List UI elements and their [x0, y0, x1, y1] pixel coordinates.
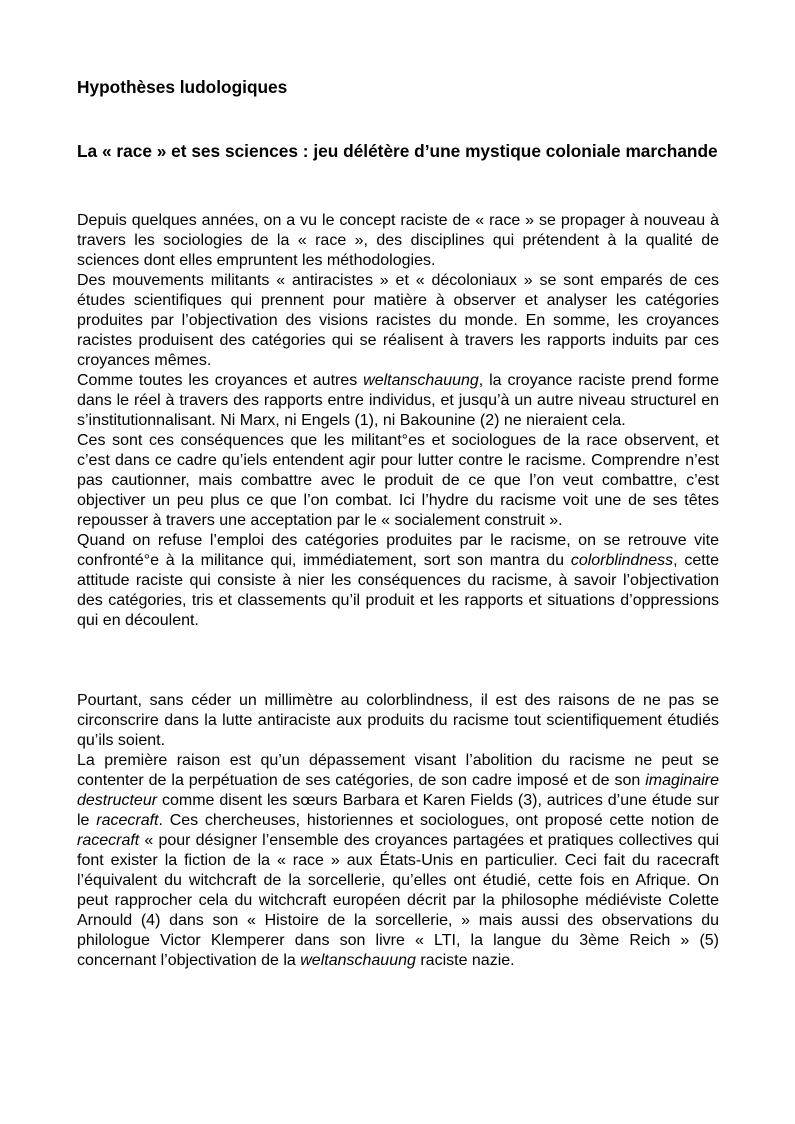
text-run: raciste nazie. [415, 952, 515, 969]
section-title: La « race » et ses sciences : jeu délétère d’une mystique coloniale marchande [77, 141, 718, 161]
text-run: La première raison est qu’un dépassement visant l’abolition du racisme ne peut se contenter de la perpétuation de ses catégories, de son cadre imposé et de son [77, 752, 719, 789]
paragraph [77, 211, 719, 271]
text-run: Depuis quelques années, on a vu le concept raciste de « race » se propager à nouveau à travers les sociologies de la « race », des disciplines qui prétendent à la qualité de sciences dont elles empruntent les méthodologies. [77, 212, 719, 269]
paragraph [77, 691, 719, 751]
text-run: « pour désigner l’ensemble des croyances partagées et pratiques collectives qui font exister la fiction de la « race » aux États-Unis en particulier. Ceci fait du racecraft l’équivalent du witchcraft de la sorcellerie, qu’elles ont étudié, cette fois en Afrique. On peut rapprocher cela du witchcraft européen décrit par la philosophe médiéviste Colette Arnould (4) dans son « Histoire de la sorcellerie, » mais aussi des observations du philologue Victor Klemperer dans son livre « LTI, la langue du 3ème Reich » (5) concernant l’objectivation de la [77, 832, 719, 969]
text-run: . Ces chercheuses, historiennes et sociologues, ont proposé cette notion de [158, 812, 719, 829]
paragraph [77, 271, 719, 371]
text-run: , cette attitude raciste qui consiste à nier les conséquences du racisme, à savoir l’objectivation des catégories, tris et classements qu’il produit et les rapports et situations d’oppressions qui en découlent. [77, 552, 720, 629]
body-block-1 [77, 211, 719, 631]
paragraph [77, 531, 719, 631]
text-run: Ces sont ces conséquences que les militant°es et sociologues de la race observent, et c’est dans ce cadre qu’iels entendent agir pour lutter contre le racisme. Comprendre n’est pas cautionner, mais combattre avec le produit de ce que l’on veut combattre, c’est objectiver un peu plus ce que l’on combat. Ici l’hydre du racisme voit une de ses têtes repousser à travers une acceptation par le « socialement construit ». [77, 432, 719, 529]
text-run: Comme toutes les croyances et autres [77, 372, 364, 389]
text-run: , la croyance raciste prend forme dans le réel à travers des rapports entre individus, et jusqu’à un autre niveau structurel en s’institutionnalisant. Ni Marx, ni Engels (1), ni Bakounine (2) ne nieraient cela. [77, 372, 720, 429]
paragraph [77, 431, 719, 531]
italic-term: racecraft [77, 832, 140, 849]
document-heading: Hypothèses ludologiques [77, 77, 288, 97]
text-run: Des mouvements militants « antiracistes » et « décoloniaux » se sont emparés de ces études scientifiques qui prennent pour matière à observer et analyser les catégories produites par l’objectivation des visions racistes du monde. En somme, les croyances racistes produisent des catégories qui se réalisent à travers les rapports induits par ces croyances mêmes. [77, 272, 719, 369]
text-run: Quand on refuse l’emploi des catégories produites par le racisme, on se retrouve vite confronté°e à la militance qui, immédiatement, sort son mantra du [77, 532, 719, 569]
paragraph [77, 751, 719, 971]
paragraph [77, 371, 719, 431]
italic-term: weltanschauung [300, 952, 416, 969]
italic-term: imaginaire destructeur [77, 772, 719, 809]
body-block-2 [77, 691, 719, 971]
italic-term: racecraft [96, 812, 159, 829]
italic-term: colorblindness [570, 552, 674, 569]
italic-term: weltanschauung [363, 372, 479, 389]
text-run: Pourtant, sans céder un millimètre au colorblindness, il est des raisons de ne pas se circonscrire dans la lutte antiraciste aux produits du racisme tout scientifiquement étudiés qu’ils soient. [77, 692, 719, 749]
text-run: comme disent les sœurs Barbara et Karen Fields (3), autrices d’une étude sur le [77, 792, 719, 829]
